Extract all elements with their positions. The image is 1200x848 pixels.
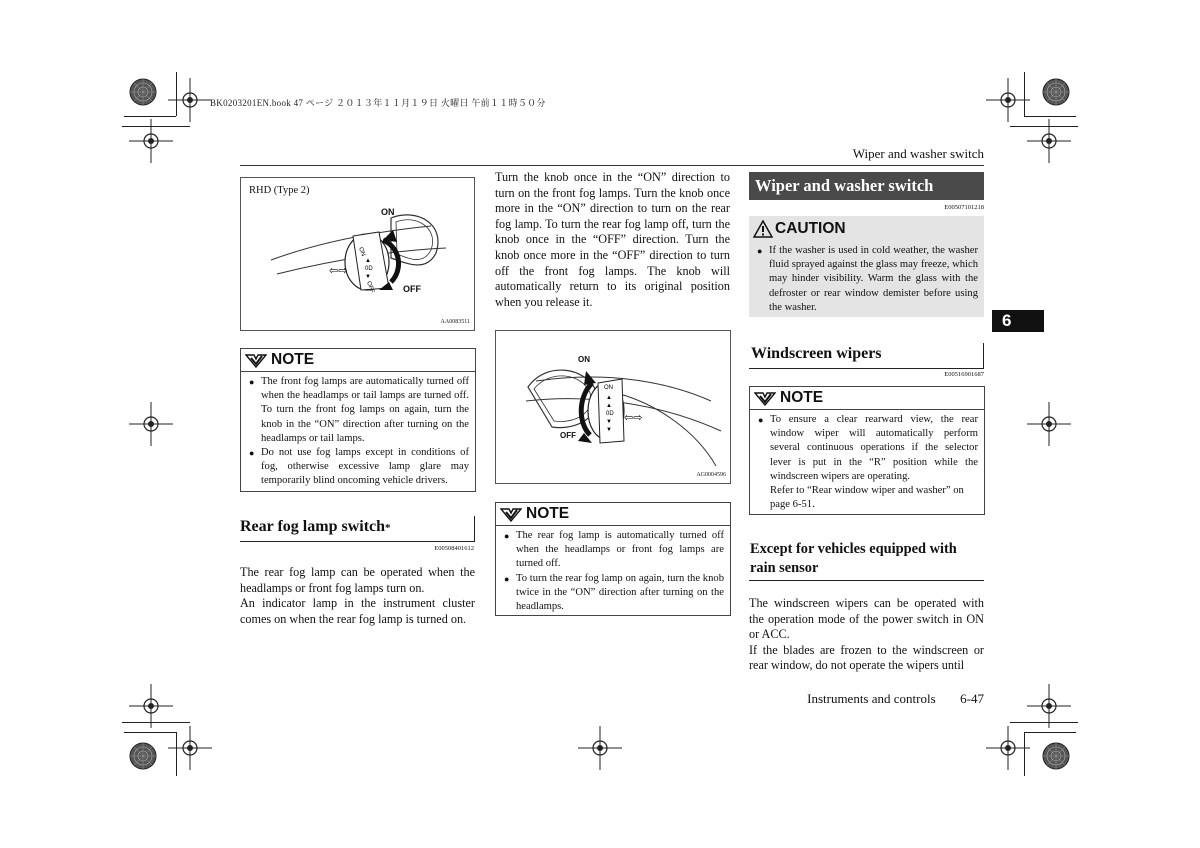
caution-item: ● If the washer is used in cold weather, the washer fluid sprayed against the glass may freeze, which may hinder visibility. Warm the glass with the defroster or rear window demister before using the washer.: [755, 244, 978, 315]
paragraph: An indicator lamp in the instrument cluster comes on when the rear fog lamp is turned on.: [240, 596, 475, 626]
running-head: Wiper and washer switch: [852, 146, 984, 161]
registration-target: [1027, 119, 1071, 163]
section-code: E00516901687: [944, 371, 984, 378]
registration-target: [168, 726, 212, 770]
note-box-wipers: [749, 386, 985, 515]
starburst-mark: [130, 743, 156, 769]
note-title: NOTE: [271, 351, 315, 368]
print-header: BK0203201EN.book 47 ページ ２０１３年１１月１９日 火曜日 午前１１時５０分: [210, 98, 546, 108]
figure-fog-switch: [495, 330, 731, 484]
section-banner-wiper-washer: Wiper and washer switch: [749, 172, 984, 200]
subsection-rule: [749, 580, 984, 581]
caution-title: CAUTION: [775, 220, 846, 237]
svg-text:0D: 0D: [365, 266, 373, 272]
section-title-windscreen-wipers: Windscreen wipers: [751, 345, 882, 362]
note-title: NOTE: [780, 389, 824, 406]
header-rule: [240, 165, 984, 166]
registration-target: [129, 119, 173, 163]
caution-header: [749, 216, 984, 242]
section-title-rear-fog: Rear fog lamp switch*: [240, 518, 391, 535]
section-code: E00507101218: [944, 204, 984, 211]
note-box-front-fog: [240, 348, 476, 492]
section-rule: [749, 368, 984, 369]
starburst-mark: [1043, 743, 1069, 769]
note-item: ● The front fog lamps are automatically turned off when the headlamps or tail lamps are turned off. To turn the front fog lamps on again, turn the knob in the “ON” direction after turning on the headlamps or tail lamps.: [247, 375, 469, 446]
registration-target: [578, 726, 622, 770]
off-label: OFF: [403, 284, 421, 294]
note-box-rear-fog: [495, 502, 731, 616]
fog-knob-instructions: [495, 170, 730, 310]
figure-code: AG0004596: [696, 472, 726, 478]
svg-text:ON: ON: [357, 246, 366, 258]
svg-text:▼: ▼: [365, 274, 371, 280]
svg-text:▼: ▼: [606, 419, 612, 425]
figure-fog-switch-rhd: [240, 177, 475, 331]
off-label: OFF: [560, 431, 576, 440]
fog-switch-illustration: [241, 178, 474, 330]
warning-triangle-icon: [753, 220, 773, 238]
subsection-title: Except for vehicles equipped with rain sensor: [750, 541, 957, 576]
svg-text:▲: ▲: [606, 403, 612, 409]
note-check-icon: [245, 352, 267, 368]
chapter-tab: 6: [992, 310, 1044, 332]
paragraph: If the blades are frozen to the windscreen or rear window, do not operate the wipers until: [749, 642, 984, 673]
page-footer: [807, 691, 984, 707]
svg-text:OFF: OFF: [365, 280, 375, 294]
note-item: ● Do not use fog lamps except in conditions of fog, otherwise excessive lamp glare may temporarily blind oncoming vehicle drivers.: [247, 446, 469, 489]
section-code: E00508401612: [434, 545, 474, 552]
starburst-mark: [1043, 79, 1069, 105]
note-header: [750, 387, 984, 410]
svg-text:▲: ▲: [365, 258, 371, 264]
caution-box: [749, 216, 984, 317]
on-label: ON: [381, 207, 395, 217]
paragraph: The rear fog lamp can be operated when the headlamps or front fog lamps turn on.: [240, 565, 475, 595]
wiper-text: [749, 596, 984, 674]
paragraph: Turn the knob once in the “ON” direction to turn on the front fog lamps. Turn the knob once more in the “ON” direction to turn on the rear fog lamp. To turn the rear fog lamp off, turn the knob once in the “OFF” direction. Turn the knob once more in the “OFF” direction to turn off the front fog lamps. The knob will automatically return to its original position when you release it.: [495, 170, 730, 309]
fog-switch-illustration: [496, 331, 730, 483]
note-item: ● To turn the rear fog lamp on again, turn the knob twice in the “ON” direction after turning on the headlamps.: [502, 572, 724, 615]
registration-target: [1027, 402, 1071, 446]
on-label: ON: [578, 355, 590, 364]
note-item: ● The rear fog lamp is automatically turned off when the headlamps or front fog lamps are turned off.: [502, 529, 724, 572]
note-header: [241, 349, 475, 372]
note-check-icon: [754, 390, 776, 406]
svg-text:▲: ▲: [606, 395, 612, 401]
registration-target: [986, 726, 1030, 770]
note-check-icon: [500, 506, 522, 522]
starburst-mark: [130, 79, 156, 105]
registration-target: [1027, 684, 1071, 728]
figure-label: RHD (Type 2): [249, 185, 310, 196]
asterisk-mark: *: [385, 522, 391, 534]
note-title: NOTE: [526, 505, 570, 522]
svg-text:0D: 0D: [606, 411, 614, 417]
registration-target: [168, 78, 212, 122]
svg-text:ON: ON: [604, 385, 613, 391]
paragraph: The windscreen wipers can be operated with the operation mode of the power switch in ON or ACC.: [749, 596, 984, 642]
footer-section: Instruments and controls: [807, 691, 936, 706]
note-header: [496, 503, 730, 526]
registration-target: [986, 78, 1030, 122]
note-reference: Refer to “Rear window wiper and washer” on page 6-51.: [770, 485, 964, 511]
figure-code: AA0083511: [440, 319, 470, 325]
registration-target: [129, 684, 173, 728]
section-rule: [240, 541, 475, 542]
registration-target: [129, 402, 173, 446]
page-number: 6-47: [960, 691, 984, 706]
svg-text:⇦⇨: ⇦⇨: [329, 264, 348, 277]
svg-text:⇦⇨: ⇦⇨: [624, 411, 643, 424]
svg-text:▼: ▼: [606, 427, 612, 433]
note-item: ● To ensure a clear rearward view, the rear window wiper will automatically perform several continuous operations if the selector lever is put in the “R” position while the windscreen wipers are operating.: [756, 413, 978, 484]
rear-fog-text: [240, 565, 475, 627]
